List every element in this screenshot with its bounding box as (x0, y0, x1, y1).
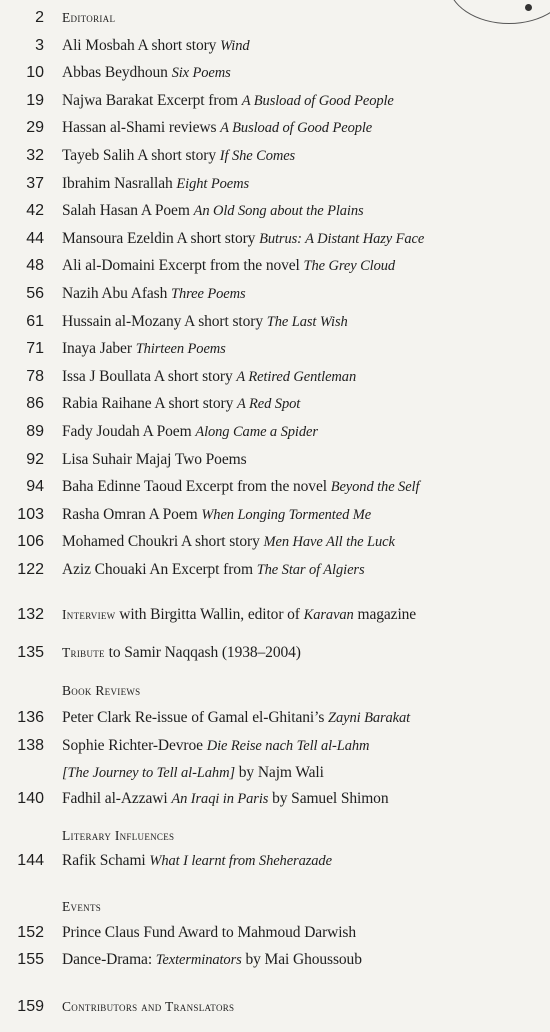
toc-entry (62, 641, 301, 665)
toc-entry (62, 116, 372, 140)
toc-entry (62, 199, 364, 223)
entry-text: by Najm Wali (234, 764, 324, 781)
toc-entry (62, 921, 356, 945)
entry-text: Fadhil al-Azzawi (62, 790, 172, 807)
entry-text: Salah Hasan A Poem (62, 202, 194, 220)
toc-row (0, 475, 550, 501)
section-label: Interview (62, 607, 116, 622)
toc-entry (62, 787, 388, 811)
page-number: 92 (26, 450, 44, 468)
page-number: 61 (26, 312, 44, 330)
page-number: 136 (17, 709, 44, 726)
toc-entry (62, 392, 300, 416)
toc-entry (62, 603, 416, 627)
toc-row (0, 199, 550, 225)
entry-text: to Samir Naqqash (1938–2004) (104, 644, 301, 661)
entry-title: A Red Spot (237, 396, 301, 413)
page-number: 135 (17, 644, 44, 661)
entry-title: Butrus: A Distant Hazy Face (259, 230, 425, 247)
page-number: 37 (26, 174, 44, 192)
toc-entry (62, 34, 250, 58)
entry-text: Editorial (62, 10, 116, 25)
page-number: 103 (17, 505, 44, 523)
entry-text: Ibrahim Nasrallah (62, 174, 177, 192)
entry-title: Eight Poems (176, 175, 250, 192)
toc-row (0, 365, 550, 391)
toc-row (0, 337, 550, 363)
entry-text: Hussain al-Mozany A short story (62, 312, 267, 330)
entry-title: Men Have All the Luck (263, 534, 395, 551)
page-number: 48 (26, 257, 44, 275)
toc-entry (62, 89, 394, 113)
toc-entry (62, 6, 115, 30)
entry-text: Peter Clark Re-issue of Gamal el-Ghitani’s (62, 709, 329, 726)
entry-title: [The Journey to Tell al-Lahm] (62, 765, 235, 781)
page-number: 152 (17, 924, 44, 941)
page-number: 29 (26, 119, 44, 137)
toc-row (0, 227, 550, 253)
toc-row (0, 6, 550, 32)
page-number: 89 (26, 423, 44, 440)
toc-entry (62, 61, 231, 85)
page-number: 3 (35, 36, 44, 54)
entry-title: Beyond the Self (330, 479, 420, 496)
toc-row (0, 706, 550, 732)
page-number: 56 (26, 285, 44, 302)
toc-row (0, 172, 550, 198)
toc-row (0, 392, 550, 418)
toc-row (0, 116, 550, 142)
toc-row (0, 921, 550, 947)
toc-row (0, 61, 550, 87)
entry-text: Prince Claus Fund Award to Mahmoud Darwish (62, 924, 357, 941)
entry-title: Along Came a Spider (195, 424, 318, 440)
page-number: 140 (17, 790, 44, 807)
page-number: 159 (17, 998, 44, 1015)
entry-text: Mansoura Ezeldin A short story (62, 229, 260, 247)
toc-entry (62, 282, 246, 306)
toc-row (0, 530, 550, 556)
toc-entry (62, 558, 365, 582)
entry-text: Aziz Chouaki An Excerpt from (62, 561, 257, 578)
entry-text: magazine (353, 606, 417, 623)
toc-row (0, 254, 550, 280)
entry-text: Rabia Raihane A short story (62, 395, 237, 413)
page-number: 19 (26, 91, 44, 109)
entry-text: Nazih Abu Afash (62, 285, 172, 302)
entry-title: An Iraqi in Paris (171, 791, 269, 807)
section-heading: Literary Influences (62, 828, 175, 843)
entry-text: by Samuel Shimon (268, 790, 389, 807)
entry-text: Dance-Drama: (62, 951, 156, 968)
toc-entry (62, 503, 371, 527)
page-number: 155 (17, 951, 44, 968)
entry-title: Six Poems (171, 65, 231, 82)
page-number: 138 (17, 737, 44, 754)
page-number: 94 (26, 478, 44, 496)
toc-entry (62, 995, 234, 1019)
toc-entry (62, 448, 247, 472)
entry-text: Lisa Suhair Majaj Two Poems (62, 450, 247, 468)
entry-text: Mohamed Choukri A short story (62, 533, 264, 551)
entry-text: Rafik Schami (62, 852, 150, 869)
entry-title: The Grey Cloud (303, 258, 396, 275)
toc-row (0, 503, 550, 529)
toc-entry (62, 849, 332, 873)
entry-text: with Birgitta Wallin, editor of (115, 606, 304, 623)
toc-row (0, 34, 550, 60)
toc-row (0, 734, 550, 760)
entry-title: Die Reise nach Tell al-Lahm (206, 738, 370, 754)
page-number: 32 (26, 147, 44, 164)
entry-title: The Star of Algiers (256, 562, 365, 578)
toc-row (0, 310, 550, 336)
page-number: 144 (17, 852, 44, 869)
section-label: Tribute (62, 645, 105, 660)
toc-row (0, 603, 550, 629)
toc-row (0, 641, 550, 667)
toc-entry (62, 530, 395, 554)
toc-entry (62, 761, 324, 785)
entry-text: Najwa Barakat Excerpt from (62, 91, 242, 109)
entry-title: Three Poems (171, 286, 246, 302)
page-number: 71 (26, 340, 44, 358)
page-number: 2 (35, 9, 44, 26)
toc-entry (62, 706, 410, 730)
toc-entry (62, 475, 419, 499)
toc-entry (62, 337, 226, 361)
page-number: 42 (26, 202, 44, 220)
entry-text: Ali Mosbah A short story (62, 36, 221, 54)
entry-title: A Busload of Good People (220, 120, 373, 137)
toc-row (0, 420, 550, 446)
entry-text: Hassan al-Shami reviews (62, 119, 221, 137)
toc-entry (62, 948, 362, 972)
entry-title: An Old Song about the Plains (193, 203, 364, 220)
toc-entry (62, 172, 249, 196)
section-heading: Events (62, 899, 102, 914)
toc-row (0, 849, 550, 875)
toc-entry (62, 365, 356, 389)
toc-entry (62, 420, 318, 444)
toc-row (0, 761, 550, 787)
toc-row (0, 558, 550, 584)
toc-row (0, 448, 550, 474)
entry-text: by Mai Ghoussoub (241, 951, 362, 968)
entry-text: Abbas Beydhoun (62, 64, 172, 82)
entry-text: Sophie Richter-Devroe (62, 737, 207, 754)
entry-title: If She Comes (219, 148, 296, 164)
page-number: 132 (17, 606, 44, 623)
toc-row (0, 787, 550, 813)
entry-text: Fady Joudah A Poem (62, 423, 196, 440)
entry-text: Ali al-Domaini Excerpt from the novel (62, 257, 304, 275)
page-number: 44 (26, 229, 44, 247)
section-label: Contributors and Translators (62, 999, 235, 1014)
entry-text: Issa J Boullata A short story (62, 367, 237, 385)
section-heading: Book Reviews (62, 683, 141, 698)
entry-text: Tayeb Salih A short story (62, 147, 220, 164)
entry-title: What I learnt from Sheherazade (149, 853, 332, 869)
entry-title: A Busload of Good People (241, 92, 394, 109)
page-number: 78 (26, 367, 44, 385)
entry-title: When Longing Tormented Me (201, 506, 372, 523)
entry-title: A Retired Gentleman (236, 368, 357, 385)
toc-row (0, 282, 550, 308)
page-number: 122 (17, 561, 44, 578)
toc-row (0, 995, 550, 1021)
toc-entry (62, 227, 424, 251)
toc-row (0, 89, 550, 115)
entry-title: The Last Wish (266, 313, 348, 330)
page-number: 86 (26, 395, 44, 413)
page-number: 10 (26, 64, 44, 82)
toc-entry (62, 254, 395, 278)
toc-row (0, 948, 550, 974)
entry-title: Texterminators (155, 952, 242, 968)
entry-title: Wind (220, 37, 250, 54)
entry-text: Rasha Omran A Poem (62, 505, 202, 523)
entry-title: Zayni Barakat (328, 710, 411, 726)
page-number: 106 (17, 533, 44, 551)
entry-title: Karavan (303, 607, 354, 623)
toc-row (0, 144, 550, 170)
toc-entry (62, 734, 369, 758)
toc-entry (62, 144, 295, 168)
entry-text: Inaya Jaber (62, 340, 136, 358)
entry-title: Thirteen Poems (135, 341, 226, 358)
toc-entry (62, 310, 348, 334)
entry-text: Baha Edinne Taoud Excerpt from the novel (62, 478, 331, 496)
